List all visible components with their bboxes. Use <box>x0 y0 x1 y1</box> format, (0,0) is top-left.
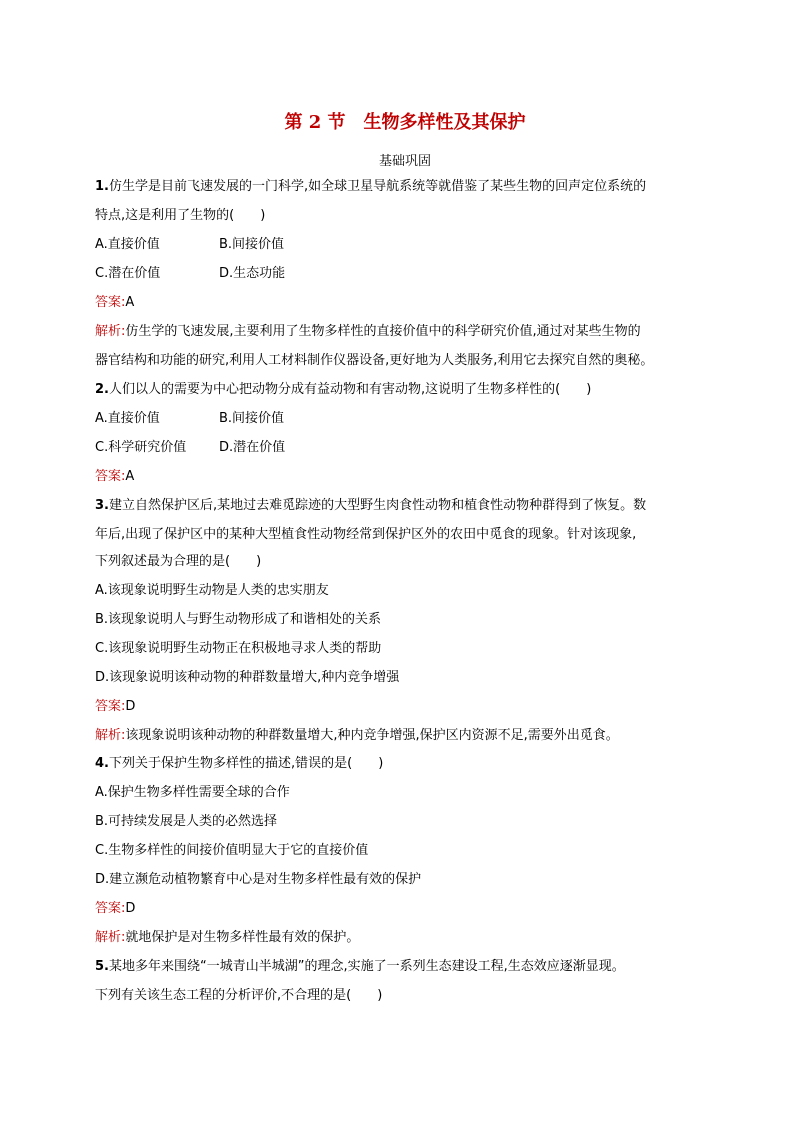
explanation-text: 仿生学的飞速发展,主要利用了生物多样性的直接价值中的科学研究价值,通过对某些生物的 <box>125 324 641 339</box>
question-3-number: 3. <box>95 498 109 513</box>
question-2-options-row-2 <box>95 440 285 456</box>
question-3-option-d: D.该现象说明该种动物的种群数量增大,种内竞争增强 <box>95 670 400 685</box>
answer-value: A <box>125 295 135 310</box>
question-2-option-b: B.间接价值 <box>219 411 285 426</box>
question-1-stem-line-2: 特点,这是利用了生物的( ) <box>95 208 266 223</box>
question-3-option-b: B.该现象说明人与野生动物形成了和谐相处的关系 <box>95 612 382 627</box>
question-3-stem-line-1 <box>95 498 646 514</box>
question-1-explanation-line-1 <box>95 324 641 340</box>
question-4-explanation-line-1 <box>95 930 359 946</box>
question-1-options-row-1 <box>95 237 284 253</box>
answer-label: 答案: <box>95 295 126 310</box>
question-4-option-c: C.生物多样性的间接价值明显大于它的直接价值 <box>95 843 369 858</box>
question-1-number: 1. <box>95 179 109 194</box>
question-1-text-1: 仿生学是目前飞速发展的一门科学,如全球卫星导航系统等就借鉴了某些生物的回声定位系统的 <box>108 179 647 194</box>
question-2-option-d: D.潜在价值 <box>219 440 286 455</box>
explanation-label: 解析: <box>95 930 126 945</box>
question-3-option-c: C.该现象说明野生动物正在积极地寻求人类的帮助 <box>95 641 382 656</box>
explanation-label: 解析: <box>95 324 126 339</box>
question-2-stem-line-1 <box>95 382 591 398</box>
question-3-stem-line-3: 下列叙述最为合理的是( ) <box>95 554 262 569</box>
answer-value: A <box>125 469 135 484</box>
question-4-option-a: A.保护生物多样性需要全球的合作 <box>95 785 290 800</box>
explanation-text: 就地保护是对生物多样性最有效的保护。 <box>125 930 360 945</box>
question-1-answer <box>95 295 134 311</box>
section-heading: 基础巩固 <box>378 154 431 169</box>
question-5-stem-line-1 <box>95 959 625 975</box>
question-1-options-row-2 <box>95 266 285 282</box>
question-1-option-c: C.潜在价值 <box>95 266 161 281</box>
question-2-answer <box>95 469 134 485</box>
page-title: 第 2 节 生物多样性及其保护 <box>284 112 526 133</box>
answer-label: 答案: <box>95 469 126 484</box>
answer-label: 答案: <box>95 699 126 714</box>
question-1-explanation-line-2: 器官结构和功能的研究,利用人工材料制作仪器设备,更好地为人类服务,利用它去探究自然的奥秘。 <box>95 353 654 368</box>
question-3-option-a: A.该现象说明野生动物是人类的忠实朋友 <box>95 583 329 598</box>
question-5-number: 5. <box>95 959 109 974</box>
question-2-number: 2. <box>95 382 109 397</box>
question-1-stem-line-1 <box>95 179 646 195</box>
question-4-stem-line-1 <box>95 756 383 772</box>
question-2-text-1: 人们以人的需要为中心把动物分成有益动物和有害动物,这说明了生物多样性的( ) <box>108 382 592 397</box>
question-4-number: 4. <box>95 756 109 771</box>
question-1-option-d: D.生态功能 <box>219 266 286 281</box>
question-5-text-1: 某地多年来围绕“一城青山半城湖”的理念,实施了一系列生态建设工程,生态效应逐渐显现。 <box>108 959 625 974</box>
question-2-option-c: C.科学研究价值 <box>95 440 187 455</box>
question-2-options-row-1 <box>95 411 284 427</box>
question-1-option-a: A.直接价值 <box>95 237 160 252</box>
answer-label: 答案: <box>95 901 126 916</box>
explanation-label: 解析: <box>95 728 126 743</box>
question-4-option-b: B.可持续发展是人类的必然选择 <box>95 814 278 829</box>
question-4-text-1: 下列关于保护生物多样性的描述,错误的是( ) <box>108 756 384 771</box>
answer-value: D <box>125 699 136 714</box>
question-3-text-1: 建立自然保护区后,某地过去难觅踪迹的大型野生肉食性动物和植食性动物种群得到了恢复。数 <box>108 498 647 513</box>
question-1-option-b: B.间接价值 <box>219 237 285 252</box>
question-4-option-d: D.建立濒危动植物繁育中心是对生物多样性最有效的保护 <box>95 872 422 887</box>
question-4-answer <box>95 901 135 917</box>
question-2-option-a: A.直接价值 <box>95 411 160 426</box>
question-5-stem-line-2: 下列有关该生态工程的分析评价,不合理的是( ) <box>95 988 383 1003</box>
question-3-answer <box>95 699 135 715</box>
answer-value: D <box>125 901 136 916</box>
question-3-explanation-line-1 <box>95 728 619 744</box>
explanation-text: 该现象说明该种动物的种群数量增大,种内竞争增强,保护区内资源不足,需要外出觅食。 <box>125 728 619 743</box>
question-3-stem-line-2: 年后,出现了保护区中的某种大型植食性动物经常到保护区外的农田中觅食的现象。针对该现象, <box>95 527 637 542</box>
